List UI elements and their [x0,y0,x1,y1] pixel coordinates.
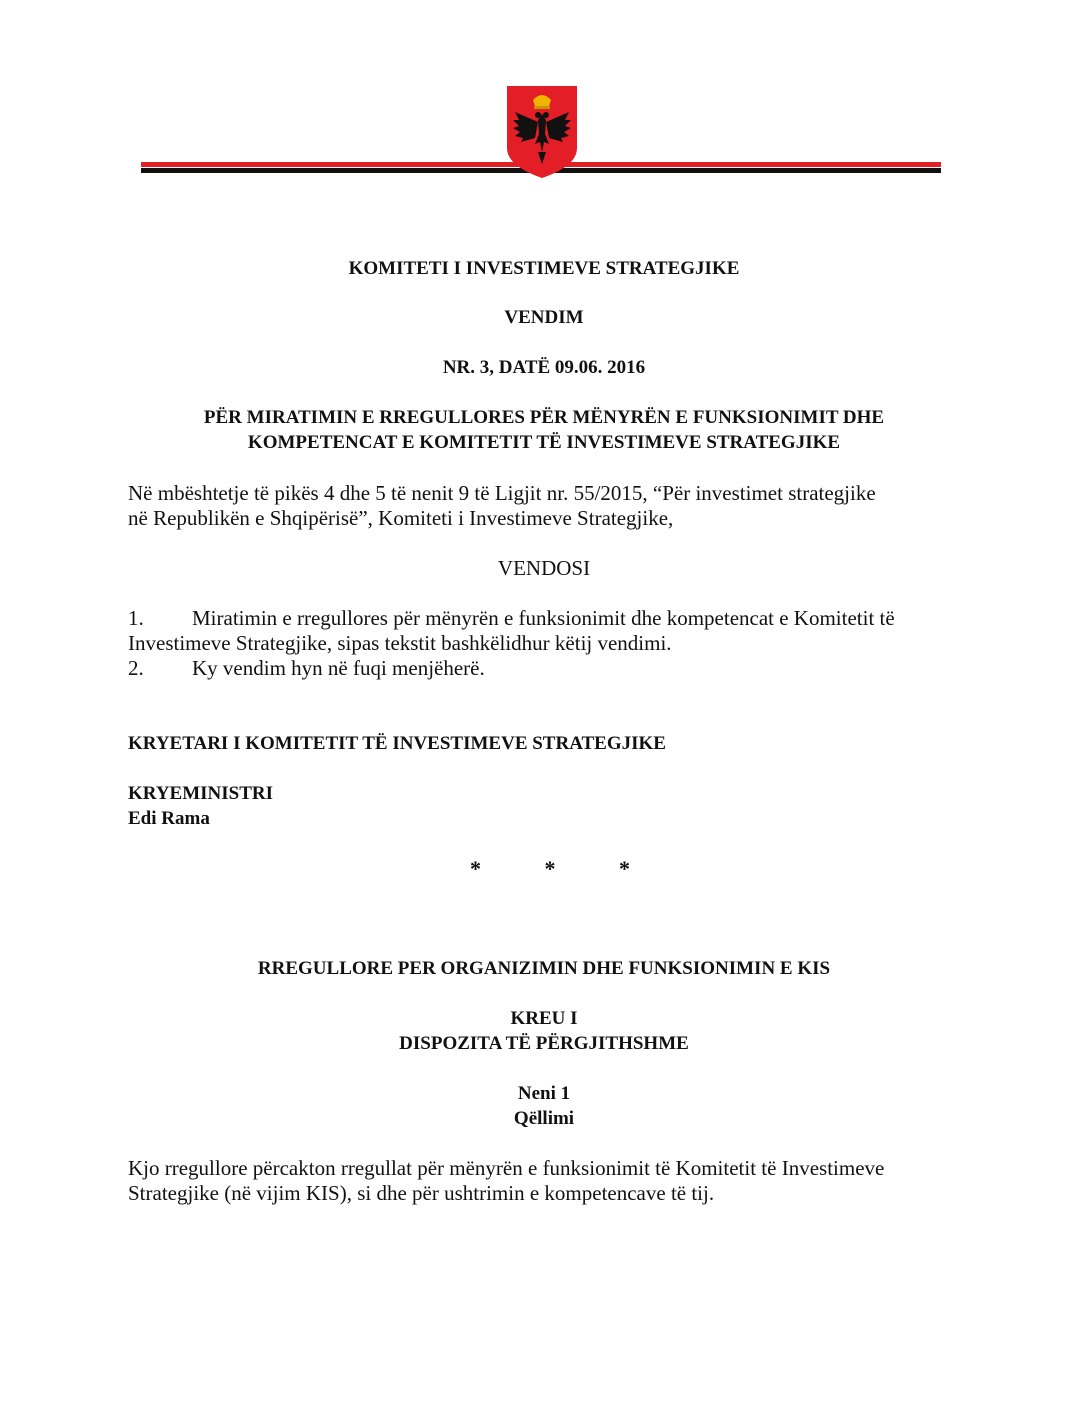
decision-subject-line-1: PËR MIRATIMIN E RREGULLORES PËR MËNYRËN E FUNKSIONIMIT DHE [203,407,885,428]
list-item-text: Miratimin e rregullores për mënyrën e funksionimit dhe kompetencat e Komitetit të [192,606,895,630]
preamble-line-2: në Republikën e Shqipërisë”, Komiteti i Investimeve Strategjike, [128,506,674,530]
chapter-number: KREU I [510,1008,578,1029]
list-item-number: 2. [128,656,144,680]
signatory-name: Edi Rama [128,808,210,829]
list-item [128,656,960,681]
decision-number-date: NR. 3, DATË 09.06. 2016 [442,357,646,378]
decides-heading: VENDOSI [497,556,591,580]
article-text-line-2: Strategjike (në vijim KIS), si dhe për ushtrimin e kompetencave të tij. [128,1181,715,1205]
section-separator [470,856,630,882]
separator-star: * [470,856,481,881]
separator-star: * [544,856,556,881]
article-title: Qëllimi [513,1108,575,1129]
albanian-coat-of-arms-icon [505,84,579,180]
list-item [128,606,960,631]
list-item-number: 1. [128,606,144,630]
separator-star: * [619,856,630,881]
article-number: Neni 1 [517,1083,571,1104]
list-item-text: Investimeve Strategjike, sipas tekstit bashkëlidhur këtij vendimi. [128,631,672,655]
signatory-role: KRYETARI I KOMITETIT TË INVESTIMEVE STRATEGJIKE [128,733,666,754]
decision-type: VENDIM [504,307,584,328]
chapter-title: DISPOZITA TË PËRGJITHSHME [399,1033,689,1054]
preamble-line-1: Në mbështetje të pikës 4 dhe 5 të nenit 9 të Ligjit nr. 55/2015, “Për investimet strategjike [128,481,876,505]
decision-subject-line-2: KOMPETENCAT E KOMITETIT TË INVESTIMEVE STRATEGJIKE [247,432,841,453]
list-item-text: Ky vendim hyn në fuqi menjëherë. [192,656,485,680]
committee-heading: KOMITETI I INVESTIMEVE STRATEGJIKE [348,258,740,279]
regulation-title: RREGULLORE PER ORGANIZIMIN DHE FUNKSIONIMIN E KIS [257,958,831,979]
article-text-line-1: Kjo rregullore përcakton rregullat për mënyrën e funksionimit të Komitetit të Investimeve [128,1156,885,1180]
list-item-continuation [128,631,960,656]
signatory-title: KRYEMINISTRI [128,783,274,804]
